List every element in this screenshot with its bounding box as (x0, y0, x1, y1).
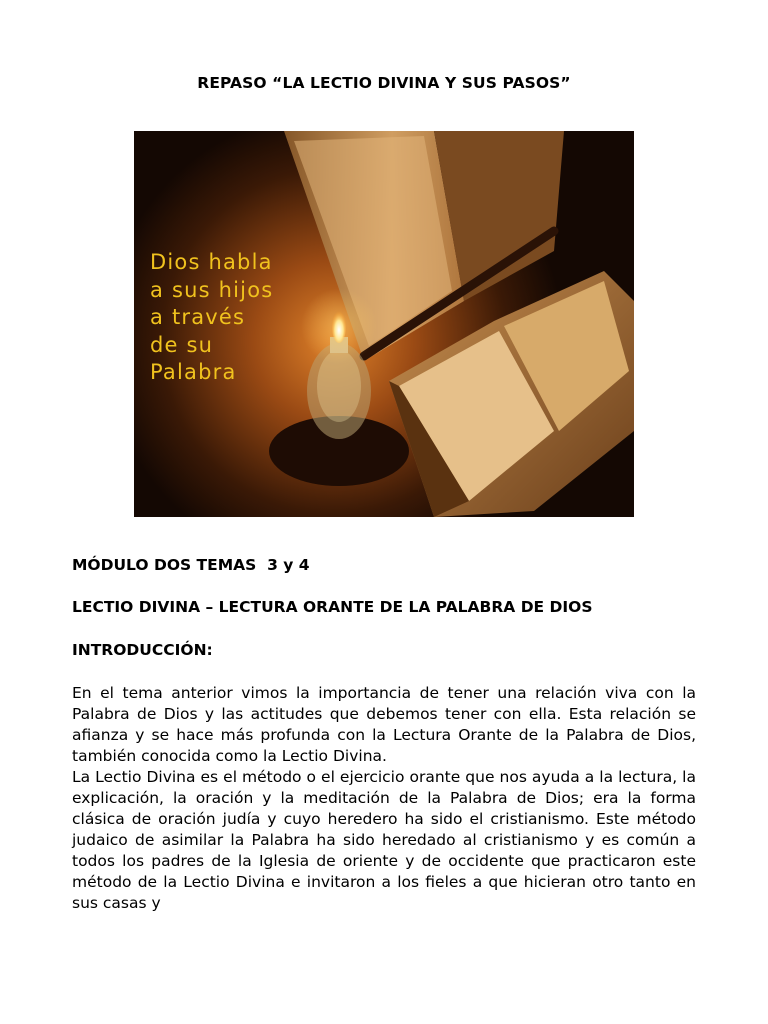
module-heading: MÓDULO DOS TEMAS 3 y 4 (72, 556, 310, 574)
document-title: REPASO “LA LECTIO DIVINA Y SUS PASOS” (197, 74, 571, 92)
intro-heading: INTRODUCCIÓN: (72, 641, 213, 659)
body-text (72, 683, 696, 914)
paragraph-1: En el tema anterior vimos la importancia de tener una relación viva con la Palabra de Dios y las actitudes que debemos tener con ella. Esta relación se afianza y se hace más profunda con la Lectura Orante de la Palabra de Dios, también conocida como la Lectio Divina. (72, 684, 696, 765)
section-heading: LECTIO DIVINA – LECTURA ORANTE DE LA PALABRA DE DIOS (72, 598, 593, 616)
paragraph-2: La Lectio Divina es el método o el ejercicio orante que nos ayuda a la lectura, la explicación, la oración y la meditación de la Palabra de Dios; era la forma clásica de oración judía y cuyo heredero ha sido el cristianismo. Este método judaico de asimilar la Palabra ha sido heredado al cristianismo y es común a todos los padres de la Iglesia de oriente y de occidente que practicaron este método de la Lectio Divina e invitaron a los fieles a que hicieran otro tanto en sus casas y (72, 768, 696, 912)
bible-candle-photo (134, 131, 634, 517)
overlay-caption: Dios habla a sus hijos a través de su Palabra (150, 250, 274, 384)
